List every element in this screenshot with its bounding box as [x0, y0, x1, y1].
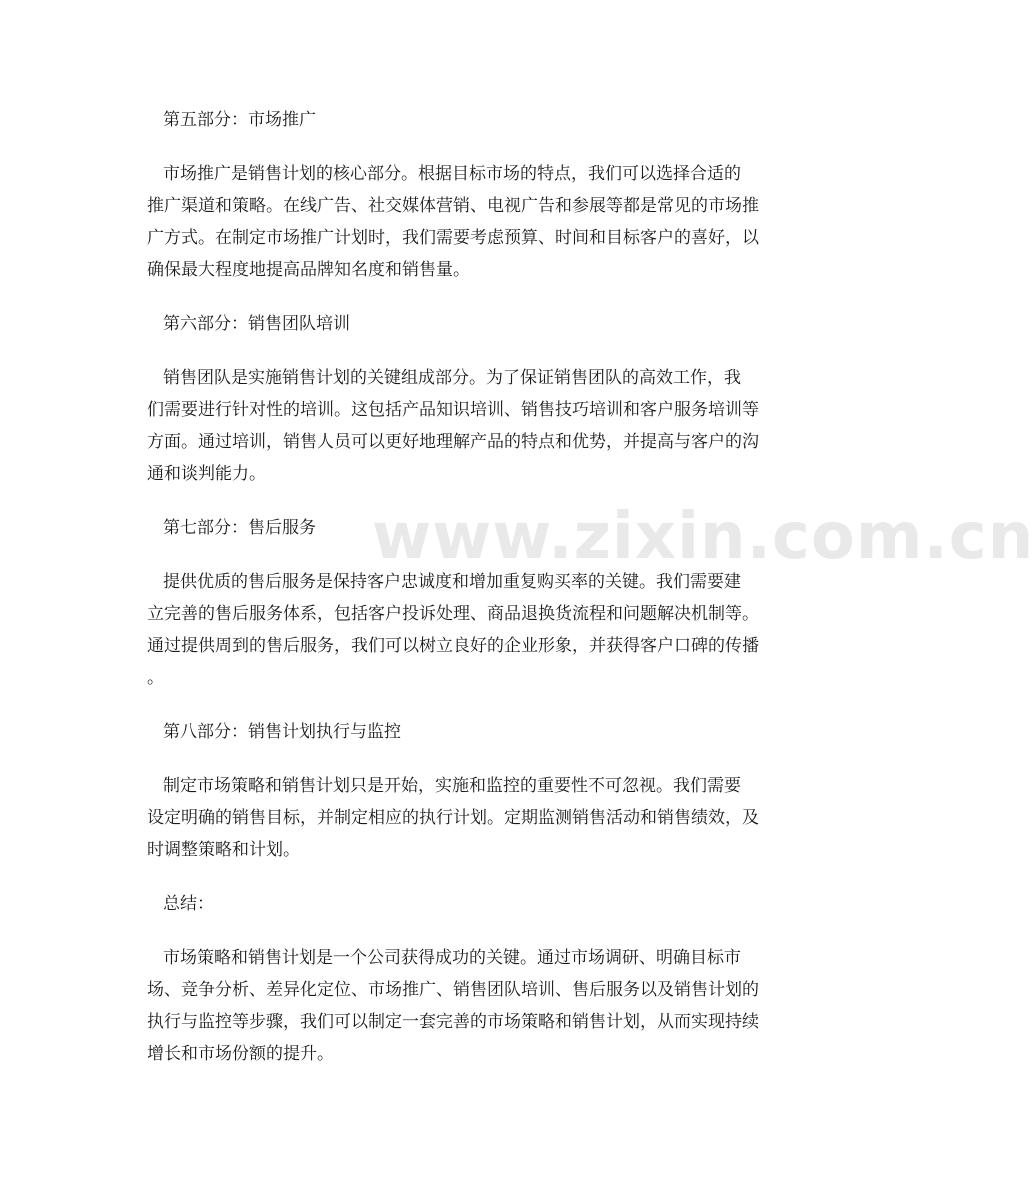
paragraph-line: 方面。通过培训，销售人员可以更好地理解产品的特点和优势，并提高与客户的沟	[147, 432, 759, 452]
section-market-promotion	[147, 104, 783, 308]
section-summary	[147, 888, 783, 1070]
paragraph-line: 提供优质的售后服务是保持客户忠诚度和增加重复购买率的关键。我们需要建	[163, 572, 741, 592]
section-heading: 第六部分：销售团队培训	[163, 314, 350, 334]
paragraph-line: 推广渠道和策略。在线广告、社交媒体营销、电视广告和参展等都是常见的市场推	[147, 196, 759, 216]
section-heading: 第七部分：售后服务	[163, 518, 316, 538]
paragraph-line: 场、竞争分析、差异化定位、市场推广、销售团队培训、售后服务以及销售计划的	[147, 980, 759, 1000]
paragraph-line: 制定市场策略和销售计划只是开始，实施和监控的重要性不可忽视。我们需要	[163, 776, 741, 796]
section-paragraph	[147, 566, 783, 694]
paragraph-line: 立完善的售后服务体系，包括客户投诉处理、商品退换货流程和问题解决机制等。	[147, 604, 759, 624]
section-heading: 第五部分：市场推广	[163, 110, 316, 130]
paragraph-line: 执行与监控等步骤，我们可以制定一套完善的市场策略和销售计划，从而实现持续	[147, 1012, 759, 1032]
section-paragraph	[147, 158, 783, 286]
paragraph-line: 广方式。在制定市场推广计划时，我们需要考虑预算、时间和目标客户的喜好，以	[147, 228, 759, 248]
paragraph-line: 。	[147, 668, 164, 688]
paragraph-line: 时调整策略和计划。	[147, 840, 300, 860]
section-execution-monitoring	[147, 716, 783, 888]
paragraph-line: 市场推广是销售计划的核心部分。根据目标市场的特点，我们可以选择合适的	[163, 164, 741, 184]
section-heading: 总结：	[163, 894, 214, 914]
section-paragraph	[147, 770, 783, 866]
paragraph-line: 们需要进行针对性的培训。这包括产品知识培训、销售技巧培训和客户服务培训等	[147, 400, 759, 420]
section-paragraph	[147, 942, 783, 1070]
watermark: www.zixin.com.cn	[372, 500, 1034, 574]
paragraph-line: 市场策略和销售计划是一个公司获得成功的关键。通过市场调研、明确目标市	[163, 948, 741, 968]
section-heading: 第八部分：销售计划执行与监控	[163, 722, 401, 742]
paragraph-line: 设定明确的销售目标，并制定相应的执行计划。定期监测销售活动和销售绩效，及	[147, 808, 759, 828]
paragraph-line: 增长和市场份额的提升。	[147, 1044, 334, 1064]
section-after-sales-service	[147, 512, 783, 716]
paragraph-line: 通过提供周到的售后服务，我们可以树立良好的企业形象，并获得客户口碑的传播	[147, 636, 759, 656]
paragraph-line: 销售团队是实施销售计划的关键组成部分。为了保证销售团队的高效工作，我	[163, 368, 741, 388]
paragraph-line: 确保最大程度地提高品牌知名度和销售量。	[147, 260, 470, 280]
paragraph-line: 通和谈判能力。	[147, 464, 266, 484]
section-paragraph	[147, 362, 783, 490]
section-sales-team-training	[147, 308, 783, 512]
document-body	[147, 104, 783, 1070]
